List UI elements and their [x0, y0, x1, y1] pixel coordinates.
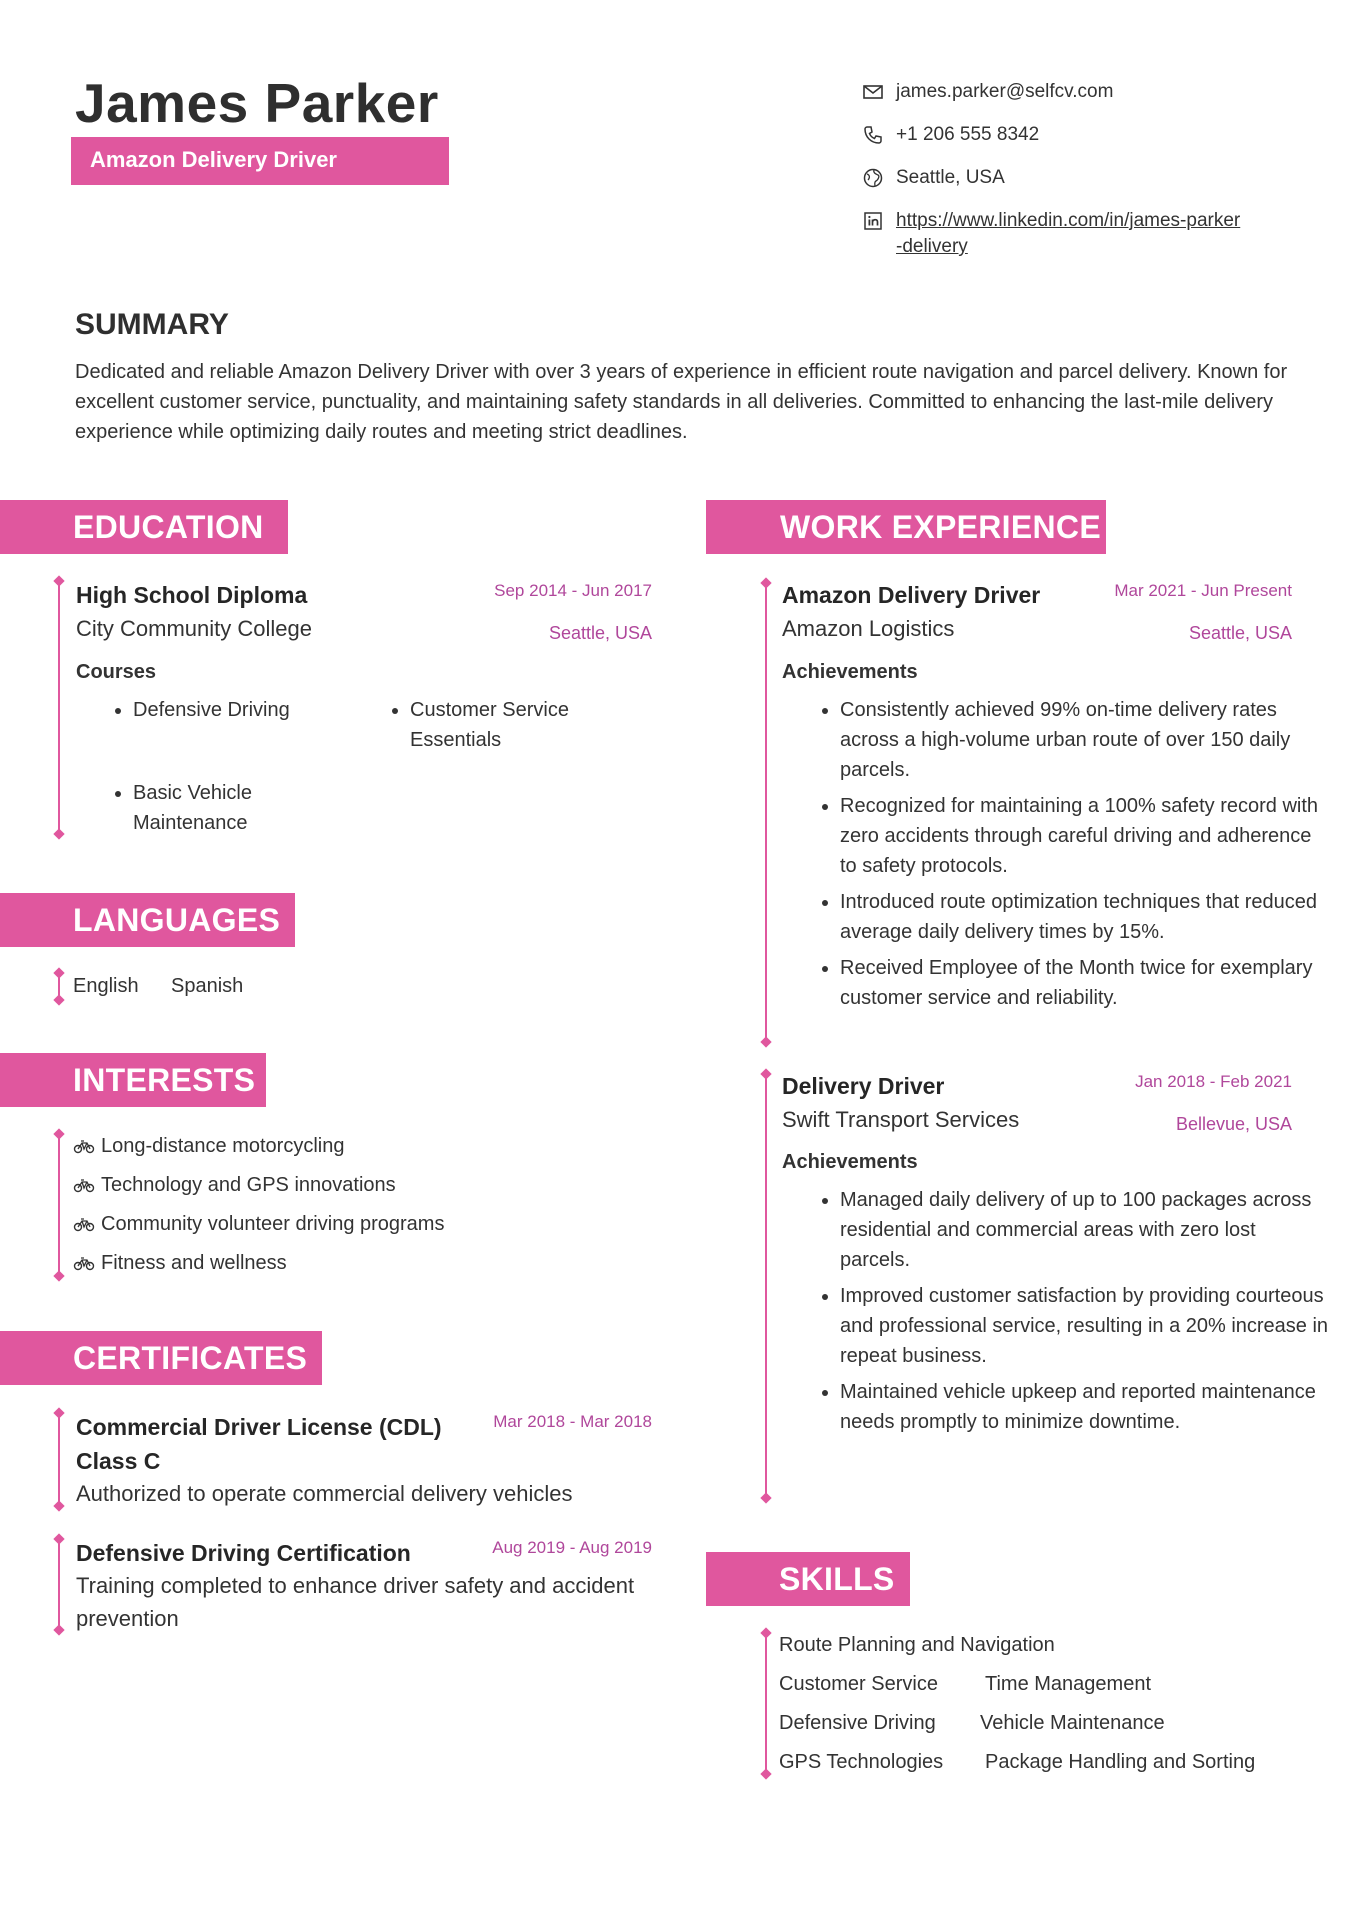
skill-item: Vehicle Maintenance [980, 1712, 1165, 1734]
cert-timeline [58, 1538, 60, 1630]
location-text: Seattle, USA [896, 167, 1005, 188]
timeline-dot [53, 575, 64, 586]
achievement-item: • Received Employee of the Month twice for exemplary customer service and reliability. [840, 953, 1330, 1013]
course-item: • Customer Service Essentials [410, 695, 650, 755]
contact-location [862, 165, 1005, 191]
cert-desc: Training completed to enhance driver safety and accident prevention [76, 1573, 635, 1631]
cert-title: Defensive Driving Certification [76, 1540, 411, 1566]
job-title: Amazon Delivery Driver [90, 147, 337, 172]
languages-heading: LANGUAGES [73, 902, 281, 938]
language-item: English [73, 975, 139, 997]
work-timeline [765, 1073, 767, 1498]
education-degree: High School Diploma [76, 582, 308, 608]
skills-heading: SKILLS [779, 1561, 895, 1597]
language-item: Spanish [171, 975, 244, 997]
achievements-label: Achievements [782, 661, 918, 683]
interest-text: Fitness and wellness [101, 1252, 287, 1274]
timeline-dot [53, 1128, 64, 1139]
phone-text: +1 206 555 8342 [896, 124, 1040, 145]
bicycle-icon [73, 1176, 95, 1194]
timeline-dot [760, 1068, 771, 1079]
interest-item [73, 1249, 287, 1277]
education-school: City Community College [76, 616, 312, 641]
timeline-dot [53, 1407, 64, 1418]
interest-item [73, 1132, 344, 1160]
achievement-item: • Maintained vehicle upkeep and reported maintenance needs promptly to minimize downtime. [840, 1377, 1330, 1437]
timeline-dot [760, 1768, 771, 1779]
timeline-dot [760, 1492, 771, 1503]
education-dates: Sep 2014 - Jun 2017 [494, 581, 652, 600]
linkedin-line-2[interactable]: -delivery [896, 236, 968, 257]
timeline-dot [760, 1036, 771, 1047]
interests-timeline [58, 1133, 60, 1276]
course-list-c [105, 778, 353, 844]
timeline-dot [53, 1500, 64, 1511]
contact-linkedin[interactable] [862, 208, 1296, 260]
achievement-item: • Consistently achieved 99% on-time delivery rates across a high-volume urban route of over 150 daily parcels. [840, 695, 1330, 785]
linkedin-line-1[interactable]: https://www.linkedin.com/in/james-parker [896, 210, 1241, 231]
skills-timeline [765, 1632, 767, 1774]
certificates-heading: CERTIFICATES [73, 1340, 308, 1376]
interest-item [73, 1210, 444, 1238]
cert-desc: Authorized to operate commercial delivery vehicles [76, 1481, 573, 1506]
job-role: Amazon Delivery Driver [782, 582, 1041, 608]
candidate-name: James Parker [75, 72, 439, 134]
course-list-b [382, 695, 650, 761]
achievement-item: • Improved customer satisfaction by providing courteous and professional service, resulting in a 20% increase in repeat business. [840, 1281, 1330, 1371]
interest-text: Community volunteer driving programs [101, 1213, 445, 1235]
contact-email[interactable] [862, 79, 1113, 105]
job-company: Amazon Logistics [782, 616, 955, 641]
skill-item: Time Management [985, 1673, 1151, 1695]
timeline-dot [53, 994, 64, 1005]
skill-item: Route Planning and Navigation [779, 1634, 1055, 1656]
summary-heading: SUMMARY [75, 308, 229, 341]
achievement-item: • Recognized for maintaining a 100% safety record with zero accidents through careful driving and adherence to safety protocols. [840, 791, 1330, 881]
achievement-list [812, 1185, 1330, 1443]
cert-dates: Mar 2018 - Mar 2018 [493, 1412, 652, 1431]
skill-item: Package Handling and Sorting [985, 1751, 1256, 1773]
achievement-item: • Managed daily delivery of up to 100 packages across residential and commercial areas with zero lost parcels. [840, 1185, 1330, 1275]
cert-dates: Aug 2019 - Aug 2019 [492, 1538, 652, 1557]
timeline-dot [53, 1270, 64, 1281]
timeline-dot [760, 1627, 771, 1638]
timeline-dot [760, 577, 771, 588]
skill-item: Defensive Driving [779, 1712, 936, 1734]
course-item: • Basic Vehicle Maintenance [133, 778, 353, 838]
courses-label: Courses [76, 661, 157, 683]
timeline-dot [53, 1624, 64, 1635]
job-location: Seattle, USA [1188, 623, 1292, 643]
job-dates: Jan 2018 - Feb 2021 [1135, 1072, 1292, 1091]
linkedin-icon [862, 210, 884, 232]
timeline-dot [53, 967, 64, 978]
bicycle-icon [73, 1137, 95, 1155]
bicycle-icon [73, 1215, 95, 1233]
linkedin-link[interactable] [896, 208, 1296, 260]
cert-title: Commercial Driver License (CDL) Class C [76, 1414, 442, 1474]
email-text: james.parker@selfcv.com [896, 81, 1114, 102]
envelope-icon [862, 81, 884, 103]
interests-heading: INTERESTS [73, 1062, 256, 1098]
cert-timeline [58, 1412, 60, 1506]
interest-text: Technology and GPS innovations [101, 1174, 396, 1196]
timeline-dot [53, 1533, 64, 1544]
globe-icon [862, 167, 884, 189]
contact-phone[interactable] [862, 122, 1039, 148]
job-location: Bellevue, USA [1175, 1114, 1292, 1134]
education-timeline [58, 580, 60, 834]
achievements-label: Achievements [782, 1151, 918, 1173]
course-list-a [105, 695, 353, 731]
timeline-dot [53, 828, 64, 839]
interest-item [73, 1171, 396, 1199]
job-role: Delivery Driver [782, 1073, 945, 1099]
job-company: Swift Transport Services [782, 1107, 1020, 1132]
course-item: • Defensive Driving [133, 695, 353, 725]
interest-text: Long-distance motorcycling [101, 1135, 345, 1157]
work-heading: WORK EXPERIENCE [780, 509, 1101, 545]
job-dates: Mar 2021 - Jun Present [1114, 581, 1292, 600]
education-location: Seattle, USA [548, 623, 652, 643]
achievement-item: • Introduced route optimization techniques that reduced average daily delivery times by 15%. [840, 887, 1330, 947]
work-timeline [765, 582, 767, 1042]
achievement-list [812, 695, 1330, 1019]
bicycle-icon [73, 1254, 95, 1272]
skill-item: Customer Service [779, 1673, 938, 1695]
summary-text: Dedicated and reliable Amazon Delivery Driver with over 3 years of experience in efficient route navigation and parcel delivery. Known for excellent customer service, punctuality, and maintaining safety standards in all deliveries. Committed to enhancing the last-mile delivery experience while optimizing daily routes and meeting strict deadlines. [75, 361, 1288, 443]
skill-item: GPS Technologies [779, 1751, 944, 1773]
education-heading: EDUCATION [73, 509, 264, 545]
phone-icon [862, 124, 884, 146]
